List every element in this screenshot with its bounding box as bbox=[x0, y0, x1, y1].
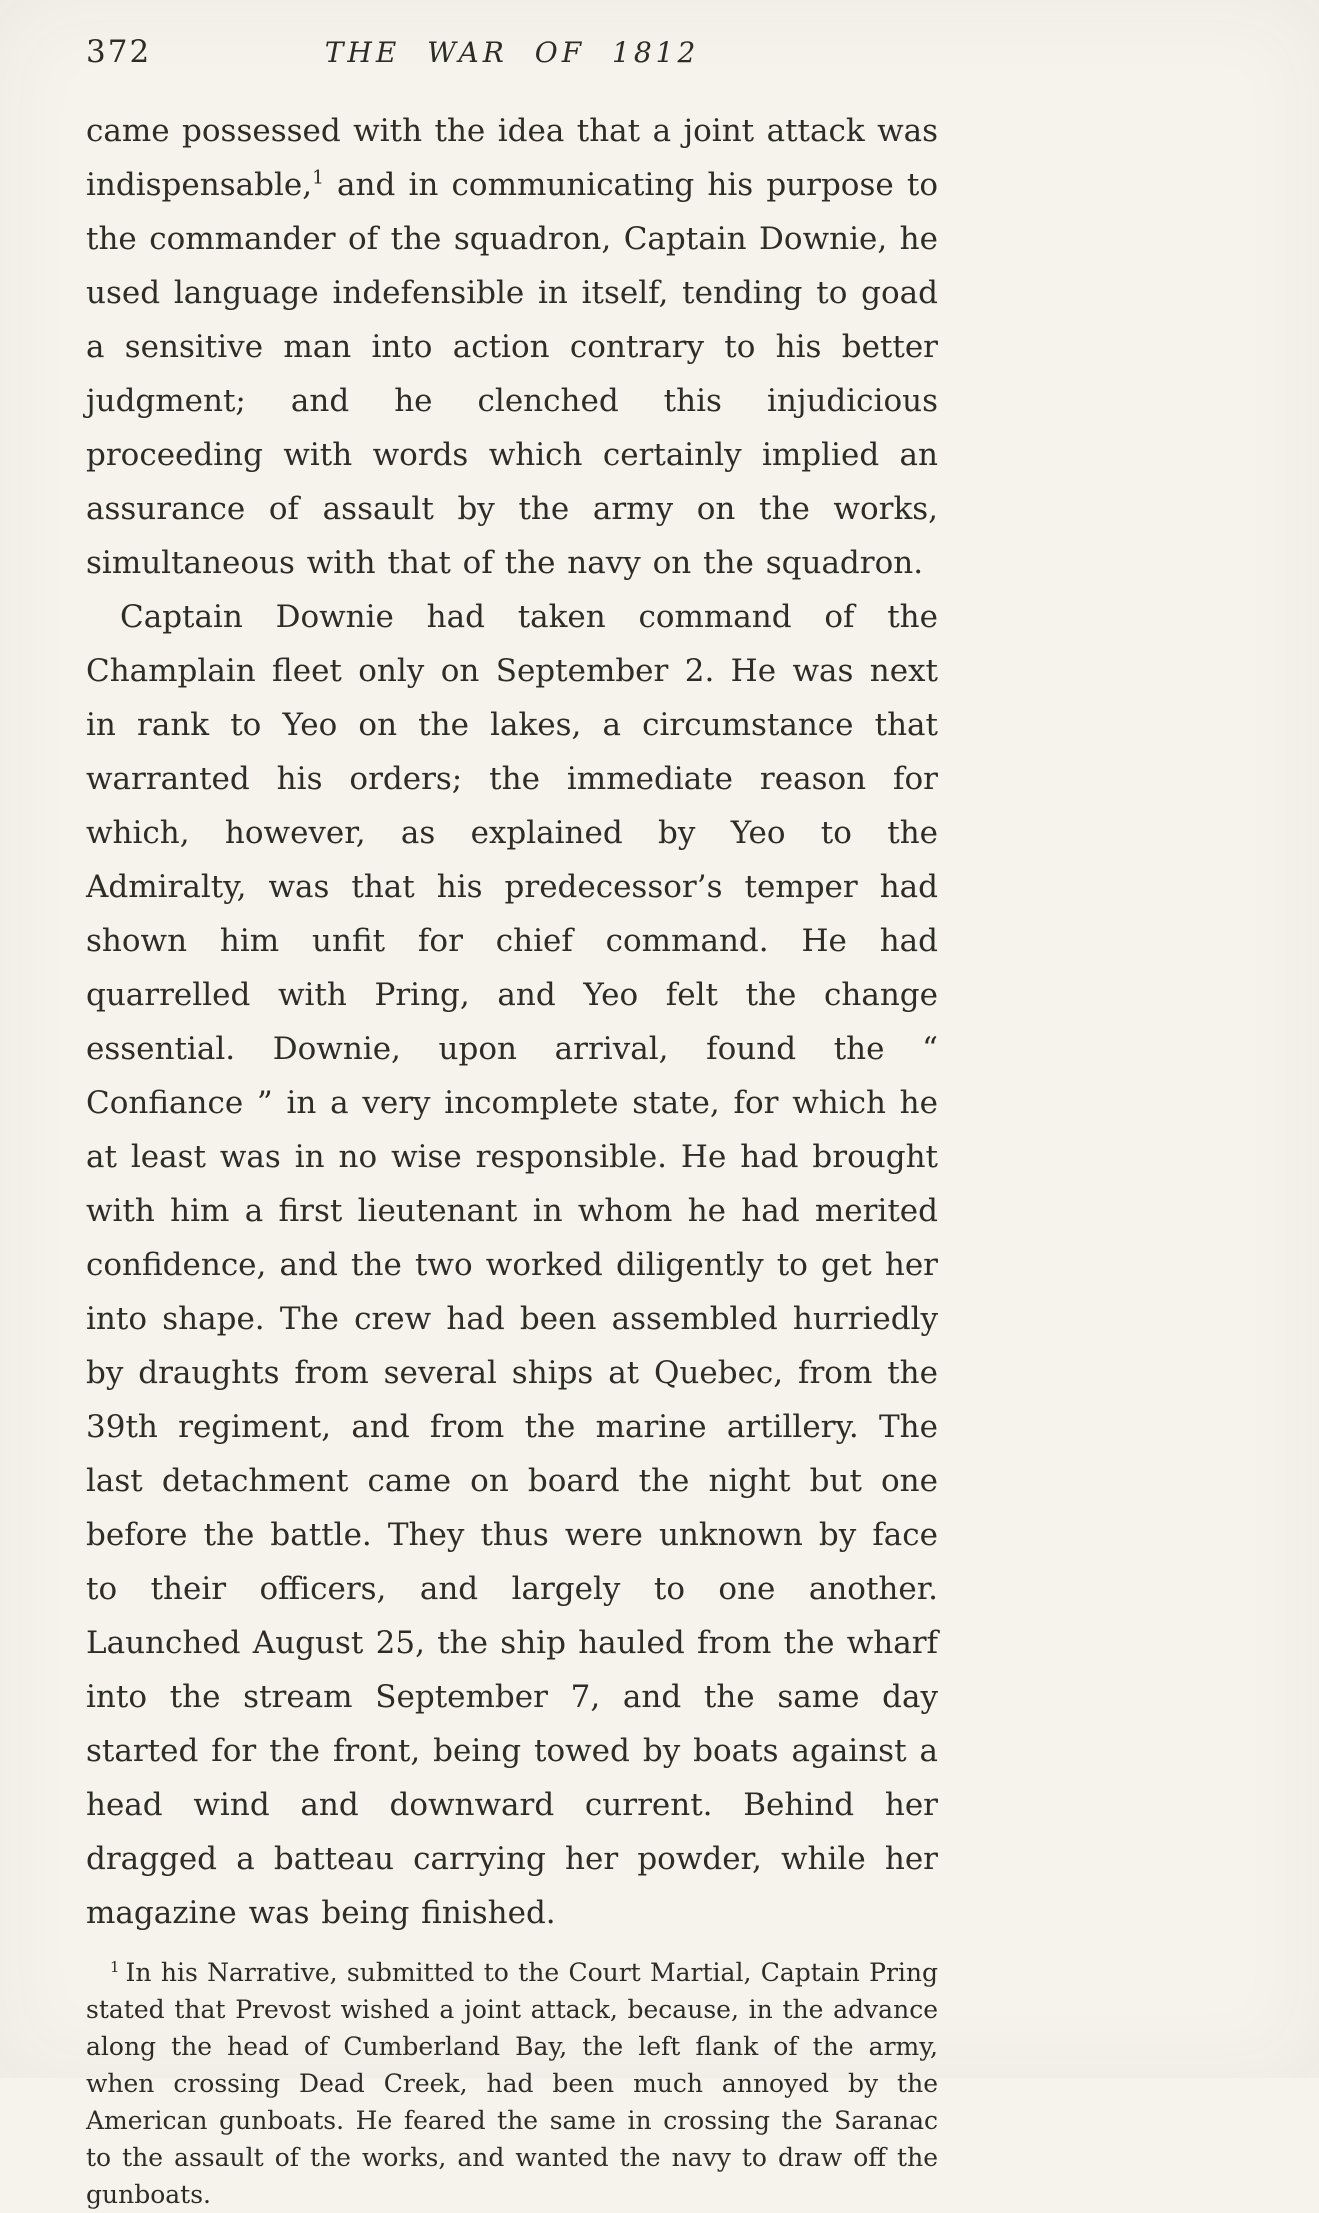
paragraph-text: and in communicating his purpose to the commander of the squadron, Captain Downie, he used language indefensible in itself, tending to goad a sensitive man into action contrary to his better judgment; and he clenched this injudicious proceeding with words which certainly implied an assurance of assault by the army on the works, simultaneous with that of the navy on the squadron. bbox=[86, 167, 938, 581]
book-page bbox=[86, 0, 938, 2213]
paragraph-continuation bbox=[86, 104, 938, 590]
footnote-section bbox=[86, 1954, 938, 2213]
footnote-paragraph bbox=[86, 1954, 938, 2213]
footnote-reference: 1 bbox=[312, 167, 324, 189]
page-header bbox=[86, 34, 938, 78]
page-number: 372 bbox=[86, 34, 152, 70]
paragraph: Captain Downie had taken command of the Champlain fleet only on September 2. He was next in rank to Yeo on the lakes, a circumstance that warranted his orders; the immediate reason for which, however, as explained by Yeo to the Admiralty, was that his predecessor’s temper had shown him unfit for chief command. He had quarrelled with Pring, and Yeo felt the change essential. Downie, upon arrival, found the “ Confiance ” in a very incomplete state, for which he at least was in no wise responsible. He had brought with him a first lieutenant in whom he had merited confidence, and the two worked diligently to get her into shape. The crew had been assembled hurriedly by draughts from several ships at Quebec, from the 39th regiment, and from the marine artillery. The last detachment came on board the night but one before the battle. They thus were unknown by face to their officers, and largely to one another. Launched August 25, the ship hauled from the wharf into the stream September 7, and the same day started for the front, being towed by boats against a head wind and downward current. Behind her dragged a batteau carrying her powder, while her magazine was being finished. bbox=[86, 599, 938, 1931]
running-title: THE WAR OF 1812 bbox=[324, 36, 700, 69]
page-body bbox=[86, 104, 938, 1940]
footnote-text: In his Narrative, submitted to the Court Martial, Captain Pring stated that Prevost wished a joint attack, because, in the advance along the head of Cumberland Bay, the left flank of the army, when crossing Dead Creek, had been much annoyed by the American gunboats. He feared the same in crossing the Saranac to the assault of the works, and wanted the navy to draw off the gunboats. bbox=[86, 1958, 938, 2209]
paragraph-text: came possessed with the idea that a joint attack was indispensable, bbox=[86, 113, 938, 203]
footnote-marker: 1 bbox=[110, 1957, 120, 1976]
